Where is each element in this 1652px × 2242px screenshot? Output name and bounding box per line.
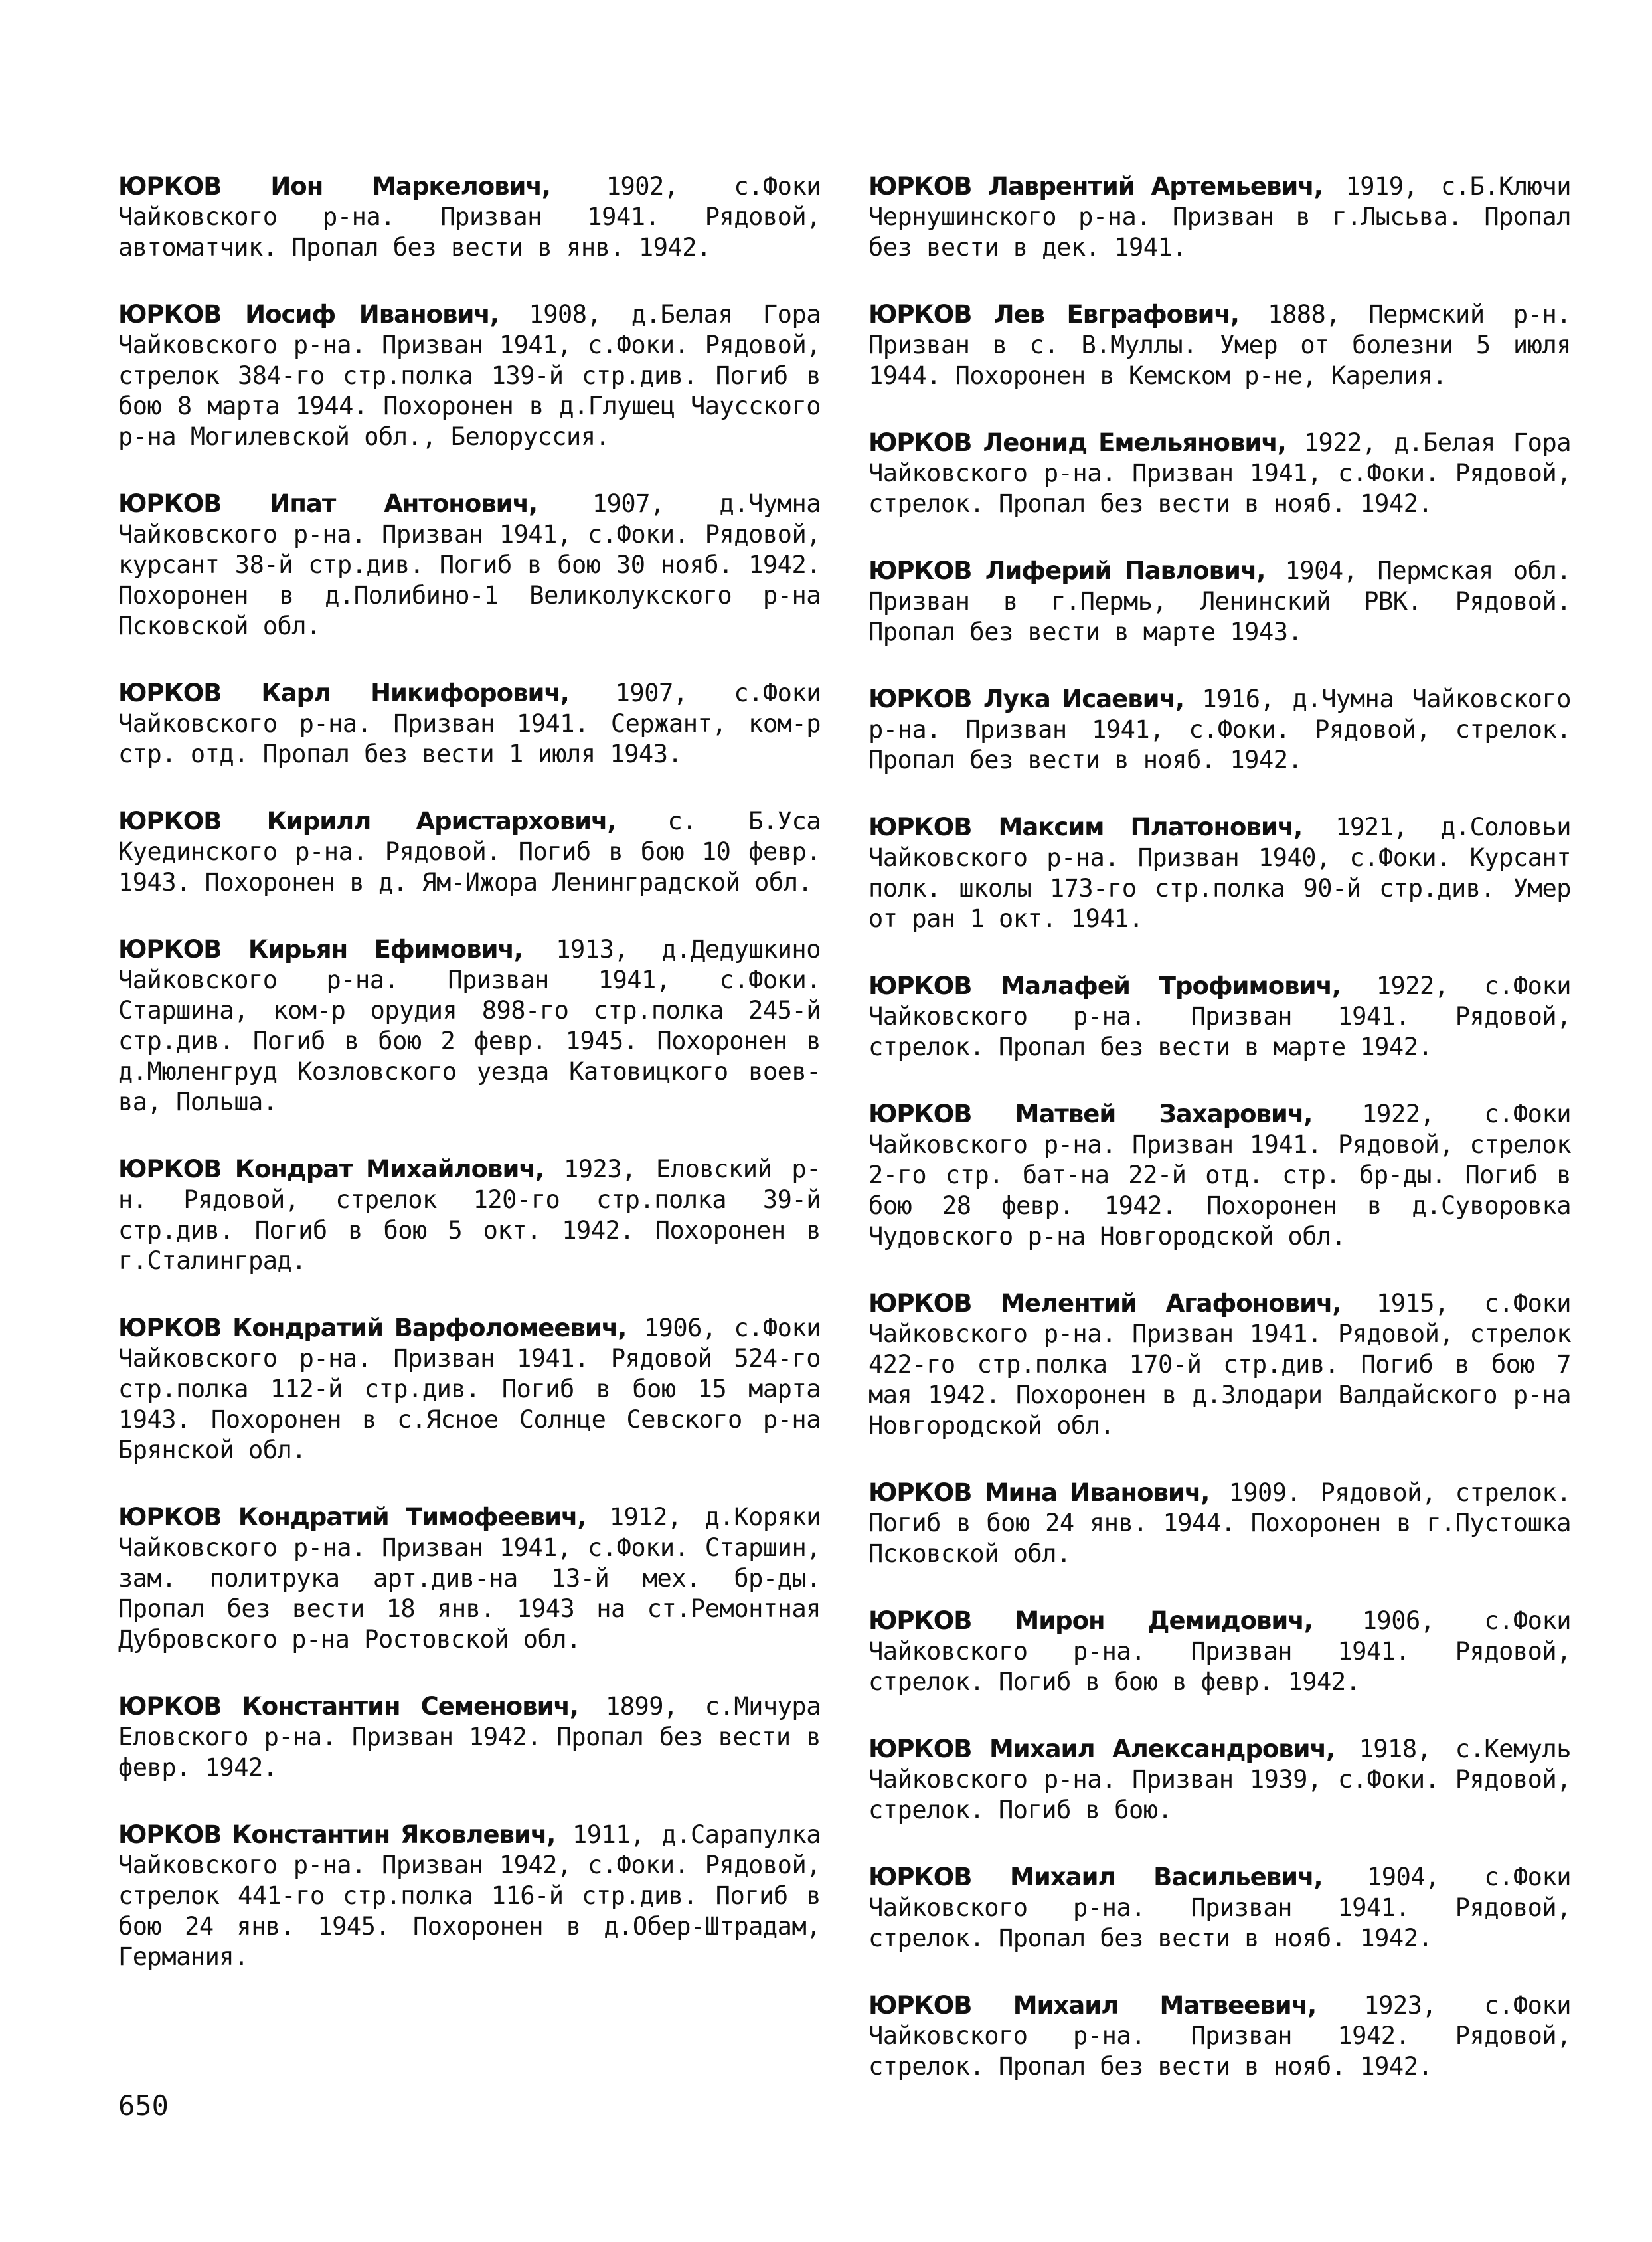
- entry-name: ЮРКОВ Иосиф Иванович,: [118, 300, 499, 329]
- entry-konstantin-yakovlevich: [118, 1820, 821, 1972]
- entry-maksim-platonovich: [868, 812, 1571, 934]
- entry-mikhail-vasilyevich: [868, 1862, 1571, 1954]
- entry-text: 1888, Пермский р-н. Призван в с. В.Муллы. Умер от болезни 5 июля 1944. Похоронен в Кемском р-не, Карелия.: [868, 300, 1572, 390]
- entry-text: 1919, с.Б.Ключи Чернушинского р-на. Призван в г.Лысьва. Пропал без вести в дек. 1941.: [868, 172, 1571, 262]
- entry-name: ЮРКОВ Лиферий Павлович,: [868, 557, 1266, 585]
- entry-text: 1909. Рядовой, стрелок. Погиб в бою 24 янв. 1944. Похоронен в г.Пустошка Псковской обл.: [868, 1478, 1571, 1568]
- entry-luka-isaevich: [868, 684, 1571, 776]
- entry-name: ЮРКОВ Мина Иванович,: [868, 1478, 1210, 1507]
- entry-miron-demidovich: [868, 1606, 1571, 1697]
- entry-name: ЮРКОВ Мирон Демидович,: [868, 1606, 1313, 1635]
- entry-text: 1913, д.Дедушкино Чайковского р-на. Призван 1941, с.Фоки. Старшина, ком-р орудия 898-го стр.полка 245-й стр.див. Погиб в бою 2 февр. 1945. Похоронен в д.Мюленгруд Козловского уезда Катовицкого воев-ва, Польша.: [118, 935, 821, 1116]
- left-column: [118, 171, 821, 2009]
- entry-name: ЮРКОВ Константин Семенович,: [118, 1692, 578, 1721]
- page-number: 650: [118, 2089, 169, 2122]
- entry-lavrentiy-artemyevich: [868, 171, 1571, 263]
- entry-text: 1904, с.Фоки Чайковского р-на. Призван 1941. Рядовой, стрелок. Пропал без вести в нояб. 1942.: [868, 1863, 1572, 1952]
- entry-name: ЮРКОВ Кондратий Тимофеевич,: [118, 1503, 586, 1531]
- entry-name: ЮРКОВ Михаил Александрович,: [868, 1735, 1335, 1763]
- entry-malafey-trofimovich: [868, 971, 1571, 1063]
- entry-name: ЮРКОВ Лев Евграфович,: [868, 300, 1239, 329]
- entry-text: 1922, д.Белая Гора Чайковского р-на. Призван 1941, с.Фоки. Рядовой, стрелок. Пропал без вести в нояб. 1942.: [868, 428, 1571, 518]
- entry-text: 1906, с.Фоки Чайковского р-на. Призван 1941. Рядовой 524-го стр.полка 112-й стр.див. Погиб в бою 15 марта 1943. Похоронен в с.Ясное Солнце Севского р-на Брянской обл.: [118, 1314, 821, 1464]
- entry-kiryan-efimovich: [118, 934, 821, 1118]
- entry-name: ЮРКОВ Малафей Трофимович,: [868, 972, 1341, 1000]
- entry-text: 1918, с.Кемуль Чайковского р-на. Призван 1939, с.Фоки. Рядовой, стрелок. Погиб в бою.: [868, 1735, 1571, 1824]
- entry-text: 1922, с.Фоки Чайковского р-на. Призван 1941. Рядовой, стрелок. Пропал без вести в марте 1942.: [868, 972, 1571, 1061]
- entry-text: 1916, д.Чумна Чайковского р-на. Призван 1941, с.Фоки. Рядовой, стрелок. Пропал без вести в нояб. 1942.: [868, 685, 1571, 774]
- entry-name: ЮРКОВ Кирилл Аристархович,: [118, 807, 616, 835]
- entry-name: ЮРКОВ Кондрат Михайлович,: [118, 1155, 544, 1183]
- entry-name: ЮРКОВ Михаил Васильевич,: [868, 1863, 1323, 1891]
- entry-name: ЮРКОВ Кирьян Ефимович,: [118, 935, 523, 964]
- entry-text: 1904, Пермская обл. Призван в г.Пермь, Ленинский РВК. Рядовой. Пропал без вести в марте 1943.: [868, 557, 1571, 646]
- entry-konstantin-semenovich: [118, 1691, 821, 1783]
- entry-name: ЮРКОВ Ион Маркелович,: [118, 172, 550, 201]
- entry-name: ЮРКОВ Лука Исаевич,: [868, 685, 1185, 713]
- entry-mikhail-matveevich: [868, 1990, 1571, 2082]
- entry-text: 1912, д.Коряки Чайковского р-на. Призван 1941, с.Фоки. Старшин, зам. политрука арт.див-на 13-й мех. бр-ды. Пропал без вести 18 янв. 1943 на ст.Ремонтная Дубровского р-на Ростовской обл.: [118, 1503, 821, 1654]
- entry-kondratiy-timofeevich: [118, 1502, 821, 1655]
- entry-text: 1906, с.Фоки Чайковского р-на. Призван 1941. Рядовой, стрелок. Погиб в бою в февр. 1942.: [868, 1606, 1572, 1696]
- entry-name: ЮРКОВ Ипат Антонович,: [118, 489, 538, 518]
- entry-text: 1911, д.Сарапулка Чайковского р-на. Призван 1942, с.Фоки. Рядовой, стрелок 441-го стр.полка 116-й стр.див. Погиб в бою 24 янв. 1945. Похоронен в д.Обер-Штрадам, Германия.: [118, 1820, 821, 1971]
- entry-text: 1923, с.Фоки Чайковского р-на. Призван 1942. Рядовой, стрелок. Пропал без вести в нояб. 1942.: [868, 1991, 1571, 2081]
- entry-text: 1915, с.Фоки Чайковского р-на. Призван 1941. Рядовой, стрелок 422-го стр.полка 170-й стр.див. Погиб в бою 7 мая 1942. Похоронен в д.Злодари Валдайского р-на Новгородской обл.: [868, 1289, 1571, 1440]
- entry-iosif-ivanovich: [118, 300, 821, 452]
- entry-text: 1922, с.Фоки Чайковского р-на. Призван 1941. Рядовой, стрелок 2-го стр. бат-на 22-й отд. стр. бр-ды. Погиб в бою 28 февр. 1942. Похоронен в д.Суворовка Чудовского р-на Новгородской обл.: [868, 1100, 1572, 1250]
- entry-name: ЮРКОВ Леонид Емельянович,: [868, 428, 1286, 457]
- entry-kondrat-mikhailovich: [118, 1154, 821, 1276]
- entry-text: 1908, д.Белая Гора Чайковского р-на. Призван 1941, с.Фоки. Рядовой, стрелок 384-го стр.полка 139-й стр.див. Погиб в бою 8 марта 1944. Похоронен в д.Глушец Чаусского р-на Могилевской обл., Белоруссия.: [118, 300, 821, 451]
- entry-text: 1899, с.Мичура Еловского р-на. Призван 1942. Пропал без вести в февр. 1942.: [118, 1692, 821, 1782]
- entry-mikhail-aleksandrovich: [868, 1734, 1571, 1826]
- entry-mina-ivanovich: [868, 1478, 1571, 1569]
- entry-text: 1902, с.Фоки Чайковского р-на. Призван 1941. Рядовой, автоматчик. Пропал без вести в янв. 1942.: [118, 172, 821, 262]
- entry-name: ЮРКОВ Мелентий Агафонович,: [868, 1289, 1341, 1318]
- entry-name: ЮРКОВ Кондратий Варфоломеевич,: [118, 1314, 627, 1342]
- entry-liferiy-pavlovich: [868, 556, 1571, 647]
- entry-text: с. Б.Уса Куединского р-на. Рядовой. Погиб в бою 10 февр. 1943. Похоронен в д. Ям-Ижора Ленинградской обл.: [118, 807, 821, 897]
- entry-ipat-antonovich: [118, 489, 821, 642]
- entry-name: ЮРКОВ Константин Яковлевич,: [118, 1820, 556, 1849]
- entry-text: 1907, с.Фоки Чайковского р-на. Призван 1941. Сержант, ком-р стр. отд. Пропал без вести 1 июля 1943.: [118, 679, 821, 768]
- entry-name: ЮРКОВ Максим Платонович,: [868, 813, 1303, 841]
- right-column: [868, 171, 1571, 2118]
- entry-matvey-zakharovich: [868, 1099, 1571, 1252]
- entry-text: 1907, д.Чумна Чайковского р-на. Призван 1941, с.Фоки. Рядовой, курсант 38-й стр.див. Погиб в бою 30 нояб. 1942. Похоронен в д.Полибино-1 Великолукского р-на Псковской обл.: [118, 489, 821, 640]
- entry-name: ЮРКОВ Матвей Захарович,: [868, 1100, 1313, 1128]
- entry-kondratiy-varfolomeevich: [118, 1313, 821, 1466]
- entry-karl-nikiforovich: [118, 678, 821, 770]
- entry-name: ЮРКОВ Карл Никифорович,: [118, 679, 569, 707]
- entry-kirill-aristarkhovich: [118, 806, 821, 898]
- entry-leonid-emelyanovich: [868, 428, 1571, 519]
- entry-ion-markelovich: [118, 171, 821, 263]
- entry-text: 1923, Еловский р-н. Рядовой, стрелок 120-го стр.полка 39-й стр.див. Погиб в бою 5 окт. 1942. Похоронен в г.Сталинград.: [118, 1155, 821, 1275]
- entry-name: ЮРКОВ Лаврентий Артемьевич,: [868, 172, 1323, 201]
- entry-lev-evgrafovich: [868, 300, 1571, 391]
- entry-text: 1921, д.Соловьи Чайковского р-на. Призван 1940, с.Фоки. Курсант полк. школы 173-го стр.полка 90-й стр.див. Умер от ран 1 окт. 1941.: [868, 813, 1571, 933]
- entry-name: ЮРКОВ Михаил Матвеевич,: [868, 1991, 1317, 2020]
- entry-melentiy-agafonovich: [868, 1288, 1571, 1441]
